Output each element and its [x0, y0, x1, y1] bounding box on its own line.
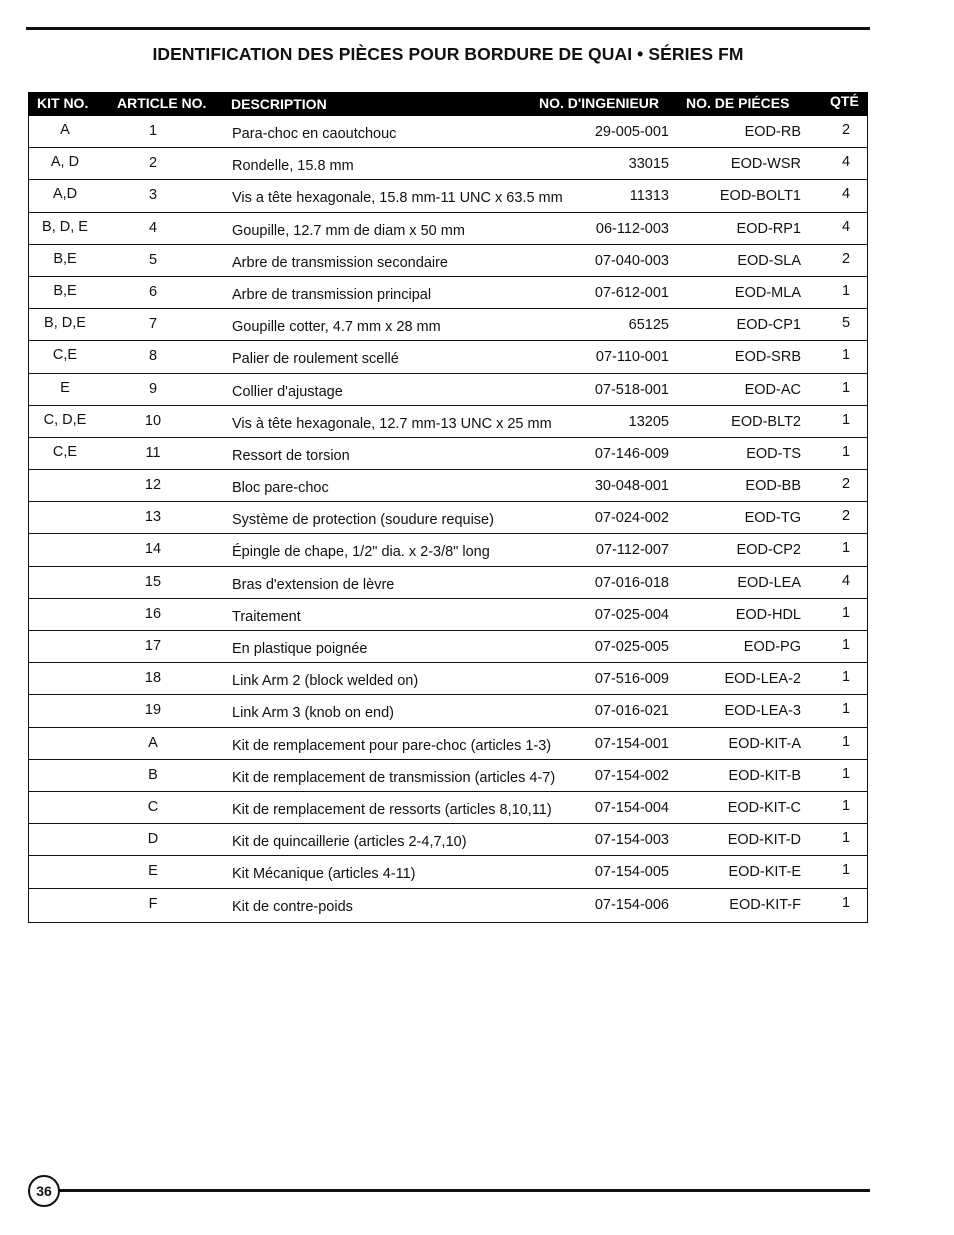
cell-article-no: 8 — [148, 348, 158, 365]
cell-qty: 1 — [841, 347, 851, 364]
cell-article-no: 5 — [148, 251, 158, 268]
cell-kit-no: B, D,E — [44, 315, 86, 332]
cell-part-no: EOD-BB — [745, 478, 801, 495]
cell-engineer-no: 30-048-001 — [594, 478, 669, 495]
cell-description: Kit de contre-poids — [232, 898, 353, 915]
cell-qty: 1 — [841, 669, 851, 686]
cell-kit-no: B, D, E — [42, 218, 88, 235]
cell-part-no: EOD-LEA — [737, 574, 801, 591]
cell-engineer-no: 07-110-001 — [595, 349, 669, 366]
table-row — [29, 534, 867, 566]
table-row — [29, 599, 867, 631]
cell-kit-no: C,E — [52, 347, 78, 364]
cell-description: Bras d'extension de lèvre — [232, 576, 395, 593]
cell-engineer-no: 13205 — [628, 413, 669, 430]
cell-article-no: B — [148, 766, 158, 783]
cell-part-no: EOD-TS — [746, 445, 801, 462]
cell-qty: 2 — [841, 250, 851, 267]
header-engineer-no: NO. D'INGENIEUR — [539, 95, 660, 111]
cell-part-no: EOD-PG — [743, 639, 801, 655]
cell-description: Ressort de torsion — [232, 447, 350, 464]
table-header — [28, 92, 868, 116]
cell-part-no: EOD-LEA-2 — [724, 671, 801, 688]
cell-article-no: 10 — [144, 412, 162, 429]
cell-engineer-no: 07-025-005 — [594, 639, 669, 655]
cell-engineer-no: 07-112-007 — [595, 542, 669, 559]
parts-table — [28, 92, 868, 923]
cell-qty: 2 — [841, 122, 851, 138]
top-rule — [26, 27, 870, 30]
cell-engineer-no: 07-154-006 — [594, 896, 669, 913]
cell-article-no: 14 — [144, 541, 162, 558]
cell-description: Link Arm 2 (block welded on) — [232, 673, 419, 690]
cell-qty: 1 — [841, 282, 851, 299]
table-row — [29, 567, 867, 599]
cell-article-no: 19 — [144, 702, 162, 719]
cell-qty: 1 — [841, 830, 851, 847]
cell-engineer-no: 07-146-009 — [594, 445, 669, 462]
cell-description: Link Arm 3 (knob on end) — [232, 705, 395, 722]
table-row — [29, 406, 867, 438]
cell-description: Arbre de transmission secondaire — [232, 254, 448, 271]
cell-kit-no: A — [60, 122, 70, 138]
cell-article-no: 18 — [144, 670, 162, 687]
table-row — [29, 663, 867, 695]
cell-article-no: 7 — [148, 316, 158, 333]
cell-engineer-no: 65125 — [628, 317, 669, 334]
cell-qty: 4 — [841, 218, 851, 235]
cell-qty: 1 — [841, 443, 851, 460]
cell-kit-no: E — [60, 379, 70, 396]
cell-article-no: 2 — [148, 155, 158, 172]
cell-qty: 1 — [841, 379, 851, 396]
cell-part-no: EOD-KIT-C — [727, 799, 801, 816]
cell-engineer-no: 33015 — [628, 156, 669, 173]
table-row — [29, 245, 867, 277]
cell-part-no: EOD-HDL — [735, 606, 801, 623]
cell-qty: 4 — [841, 154, 851, 171]
cell-kit-no: C,E — [52, 443, 78, 460]
cell-qty: 1 — [841, 637, 851, 653]
cell-qty: 1 — [841, 862, 851, 879]
table-row — [29, 695, 867, 727]
cell-description: Kit de remplacement de ressorts (articles 8,10,11) — [232, 801, 552, 818]
cell-engineer-no: 07-154-001 — [594, 735, 669, 752]
header-article-no: ARTICLE NO. — [117, 95, 207, 111]
cell-description: Kit de quincaillerie (articles 2-4,7,10) — [232, 834, 467, 851]
cell-description: Goupille, 12.7 mm de diam x 50 mm — [232, 222, 465, 239]
cell-article-no: C — [147, 798, 159, 815]
cell-engineer-no: 07-518-001 — [594, 381, 669, 398]
cell-description: Collier d'ajustage — [232, 383, 343, 400]
cell-engineer-no: 07-154-003 — [594, 832, 669, 849]
cell-description: Kit de remplacement de transmission (articles 4-7) — [232, 769, 556, 786]
table-row — [29, 470, 867, 502]
cell-kit-no: C, D,E — [43, 411, 87, 428]
table-row — [29, 792, 867, 824]
cell-part-no: EOD-KIT-D — [727, 832, 801, 849]
cell-description: Vis à tête hexagonale, 12.7 mm-13 UNC x 25 mm — [232, 415, 552, 432]
table-row — [29, 277, 867, 309]
cell-part-no: EOD-KIT-A — [728, 735, 801, 752]
cell-engineer-no: 07-154-002 — [594, 767, 669, 784]
cell-engineer-no: 11313 — [629, 188, 669, 205]
header-description: DESCRIPTION — [231, 96, 327, 112]
cell-part-no: EOD-MLA — [734, 284, 801, 301]
cell-part-no: EOD-SRB — [734, 349, 801, 366]
cell-description: Kit Mécanique (articles 4-11) — [232, 866, 416, 883]
table-row — [29, 824, 867, 856]
cell-description: Bloc pare-choc — [232, 480, 329, 497]
cell-qty: 1 — [841, 540, 851, 557]
header-kit-no: KIT NO. — [37, 95, 89, 111]
cell-description: En plastique poignée — [232, 641, 368, 657]
cell-qty: 2 — [841, 508, 851, 525]
table-row — [29, 760, 867, 792]
cell-article-no: 3 — [148, 187, 158, 204]
table-row — [29, 148, 867, 180]
cell-description: Rondelle, 15.8 mm — [232, 158, 354, 175]
cell-part-no: EOD-KIT-B — [728, 767, 801, 784]
cell-article-no: 15 — [144, 573, 162, 590]
cell-qty: 1 — [841, 894, 851, 911]
cell-description: Para-choc en caoutchouc — [232, 126, 397, 142]
cell-article-no: 12 — [144, 477, 162, 494]
cell-engineer-no: 07-016-018 — [594, 574, 669, 591]
cell-engineer-no: 07-016-021 — [594, 703, 669, 720]
cell-qty: 4 — [841, 186, 851, 203]
cell-article-no: 6 — [148, 283, 158, 300]
cell-qty: 1 — [841, 765, 851, 782]
table-row — [29, 856, 867, 888]
cell-engineer-no: 07-516-009 — [594, 671, 669, 688]
table-row — [29, 180, 867, 212]
table-row — [29, 438, 867, 470]
cell-article-no: F — [148, 895, 158, 912]
cell-article-no: 9 — [148, 380, 158, 397]
cell-qty: 2 — [841, 476, 851, 493]
cell-qty: 5 — [841, 315, 851, 332]
cell-part-no: EOD-RB — [744, 124, 801, 140]
cell-article-no: 17 — [144, 638, 162, 654]
cell-article-no: 11 — [145, 444, 161, 461]
table-row — [29, 213, 867, 245]
bottom-rule — [56, 1189, 870, 1192]
table-body — [28, 116, 868, 923]
cell-description: Goupille cotter, 4.7 mm x 28 mm — [232, 319, 441, 336]
cell-engineer-no: 06-112-003 — [595, 220, 669, 237]
cell-description: Vis a tête hexagonale, 15.8 mm-11 UNC x 63.5 mm — [232, 190, 563, 207]
cell-qty: 1 — [841, 797, 851, 814]
cell-kit-no: B,E — [53, 282, 77, 299]
table-row — [29, 502, 867, 534]
cell-engineer-no: 07-024-002 — [594, 510, 669, 527]
table-row — [29, 374, 867, 406]
page-number: 36 — [28, 1175, 60, 1207]
cell-qty: 1 — [841, 411, 851, 428]
cell-kit-no: A,D — [52, 186, 78, 203]
cell-article-no: 16 — [144, 605, 162, 622]
cell-engineer-no: 07-040-003 — [594, 252, 669, 269]
cell-part-no: EOD-SLA — [737, 252, 801, 269]
cell-article-no: E — [148, 863, 158, 880]
cell-engineer-no: 07-154-005 — [594, 864, 669, 881]
cell-description: Système de protection (soudure requise) — [232, 512, 494, 529]
header-part-no: NO. DE PIÉCES — [686, 95, 790, 111]
cell-part-no: EOD-KIT-F — [729, 896, 801, 913]
cell-part-no: EOD-RP1 — [736, 220, 801, 237]
cell-article-no: 1 — [148, 123, 158, 139]
cell-part-no: EOD-CP2 — [736, 542, 801, 559]
cell-part-no: EOD-TG — [744, 510, 801, 527]
table-row — [29, 309, 867, 341]
cell-article-no: 4 — [148, 219, 158, 236]
cell-part-no: EOD-LEA-3 — [724, 703, 801, 720]
cell-engineer-no: 07-612-001 — [594, 284, 669, 301]
cell-qty: 4 — [841, 572, 851, 589]
cell-qty: 1 — [841, 701, 851, 718]
cell-kit-no: B,E — [53, 250, 77, 267]
cell-kit-no: A, D — [50, 154, 80, 171]
table-row — [29, 889, 867, 922]
table-row — [29, 728, 867, 760]
cell-description: Palier de roulement scellé — [232, 351, 399, 368]
cell-article-no: D — [147, 831, 159, 848]
cell-part-no: EOD-AC — [744, 381, 801, 398]
cell-part-no: EOD-KIT-E — [728, 864, 801, 881]
header-qty: QTÉ — [830, 93, 859, 109]
cell-engineer-no: 29-005-001 — [594, 124, 669, 140]
cell-part-no: EOD-CP1 — [736, 317, 801, 334]
cell-engineer-no: 07-154-004 — [594, 799, 669, 816]
cell-description: Traitement — [232, 608, 301, 625]
cell-part-no: EOD-BLT2 — [731, 413, 801, 430]
table-row — [29, 341, 867, 373]
cell-article-no: A — [148, 734, 158, 751]
cell-description: Arbre de transmission principal — [232, 286, 432, 303]
table-row — [29, 631, 867, 663]
cell-engineer-no: 07-025-004 — [594, 606, 669, 623]
table-row — [29, 116, 867, 148]
cell-qty: 1 — [841, 733, 851, 750]
cell-qty: 1 — [841, 604, 851, 621]
page-title: IDENTIFICATION DES PIÈCES POUR BORDURE DE QUAI • SÉRIES FM — [152, 44, 744, 64]
cell-part-no: EOD-WSR — [730, 156, 801, 173]
cell-part-no: EOD-BOLT1 — [719, 188, 801, 205]
cell-description: Kit de remplacement pour pare-choc (articles 1-3) — [232, 737, 552, 754]
cell-article-no: 13 — [144, 509, 162, 526]
cell-description: Épingle de chape, 1/2" dia. x 2-3/8" long — [232, 544, 490, 561]
